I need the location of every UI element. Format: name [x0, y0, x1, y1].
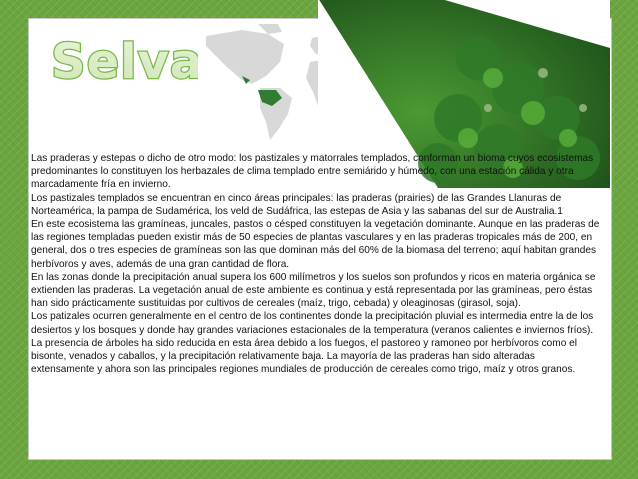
body-text	[31, 152, 601, 376]
paragraph: Los patizales ocurren generalmente en el centro de los continentes donde la precipitación pluvial es intermedia entre la de los desiertos y los bosques y donde hay grandes variaciones estacionales de la temperatura (veranos calientes e inviernos fríos). La presencia de árboles ha sido reducida en esta área debido a los fuegos, el pastoreo y ramoneo por herbívoros como el bisonte, venados y caballos, y la precipitación relativamente baja. La mayoría de las praderas han sido alteradas extensamente y ahora son las principales regiones mundiales de producción de cereales como trigo, maíz y otros granos.	[31, 311, 594, 376]
slide-title-text: Selva	[51, 34, 204, 90]
paragraph: Los pastizales templados se encuentran en cinco áreas principales: las praderas (prairies) de las Grandes Llanuras de Norteamérica, la pampa de Sudamérica, los veld de Sudáfrica, las estepas de Asia y las sabanas del sur de Australia.1	[31, 192, 563, 217]
paragraph: En este ecosistema las gramíneas, juncales, pastos o césped constituyen la vegetación dominante. Aunque en las praderas de las regiones templadas pueden existir más de 50 especies de plantas vasculares y en las praderas tropicales más de 200, en general, dos o tres especies de gramíneas son las que dominan más del 60% de la biomasa del terreno; aquí habitan grandes herbívoros y aves, además de una gran cantidad de flora.	[31, 219, 600, 270]
paragraph: En las zonas donde la precipitación anual supera los 600 milímetros y los suelos son profundos y ricos en materia orgánica se extienden las praderas. La vegetación anual de este ambiente es continua y está representada por las gramíneas, pero éstas han sido prácticamente sustituidas por cultivos de cereales (maíz, trigo, cebada) y oleaginosas (girasol, soja).	[31, 271, 596, 310]
paragraph: Las praderas y estepas o dicho de otro modo: los pastizales y matorrales templados, conforman un bioma cuyos ecosistemas predominantes lo constituyen los herbazales de clima templado entre semiárido y húmedo, con una estación cálida y otra marcadamente fría en invierno.	[31, 153, 594, 191]
slide-title	[50, 30, 204, 90]
